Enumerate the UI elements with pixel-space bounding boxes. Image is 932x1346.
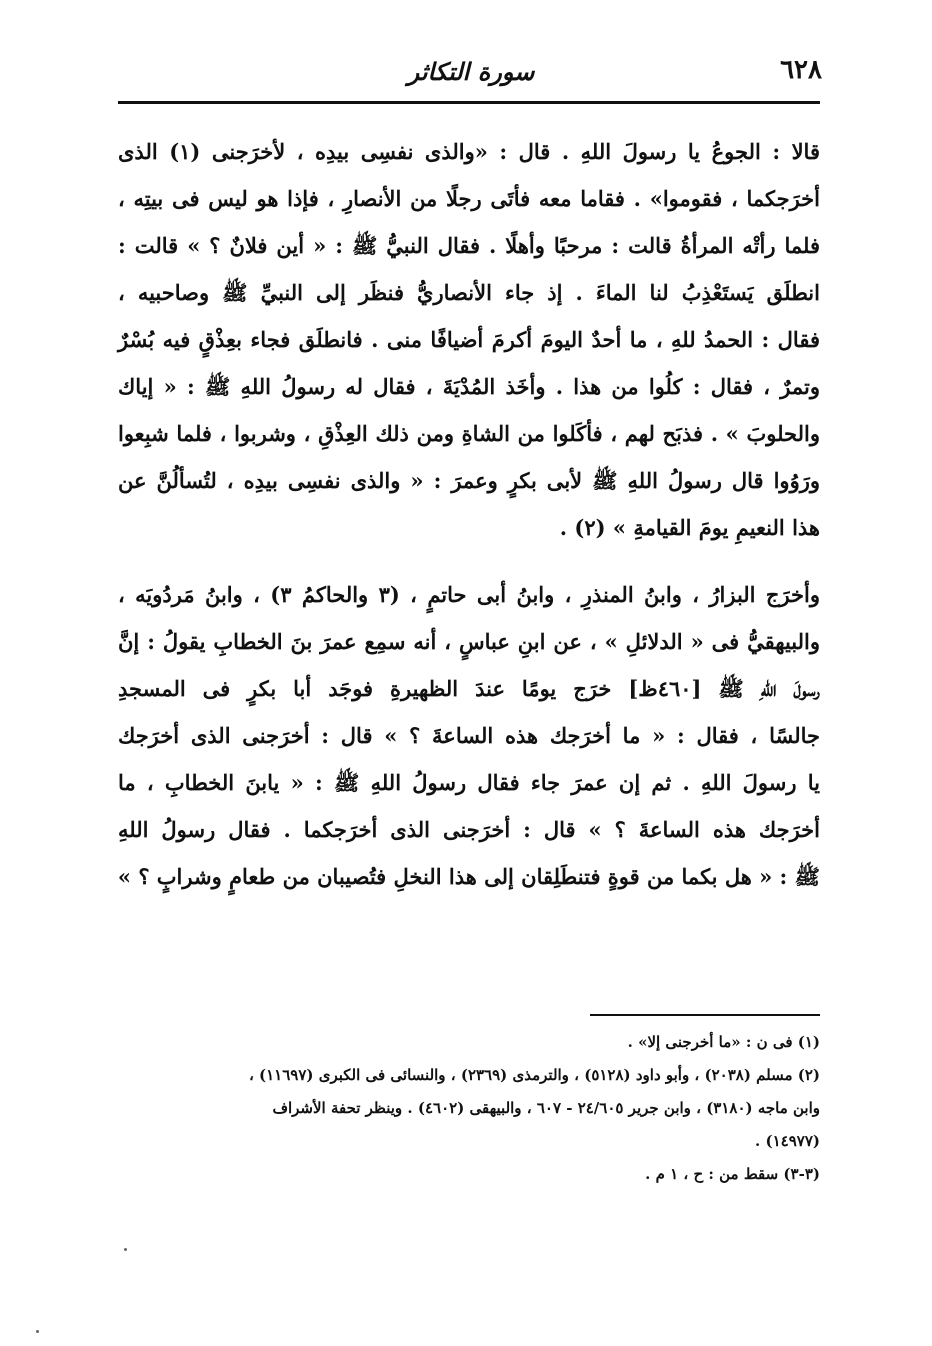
footnote-line: (٣-٣) سقط من : ح ، ١ م .: [645, 1165, 820, 1183]
text-line: ﷺ : « هل بكما من قوةٍ فتنطَلِقان إلى هذا النخلِ فتُصيبان من طعامٍ وشرابٍ ؟ »: [117, 864, 820, 889]
text-line: أخرَجكما ، فقوموا» . فقاما معه فأتَى رجلًا من الأنصارِ ، فإذا هو ليس فى بيتِه ،: [118, 186, 820, 211]
paragraph-gap: [118, 551, 820, 571]
text-line: أخرَجك هذه الساعةَ ؟ » قال : أخرَجنى الذى أخرَجكما . فقال رسولُ اللهِ: [118, 817, 820, 842]
text-line: يا رسولَ اللهِ . ثم إن عمرَ جاء فقال رسولُ اللهِ ﷺ : « يابنَ الخطابِ ، ما: [118, 770, 820, 795]
text-line: ورَوُوا قال رسولُ اللهِ ﷺ لأبى بكرٍ وعمرَ : « والذى نفسِى بيدِه ، لتُسألُنَّ عن: [118, 468, 820, 493]
text-line: فقال : الحمدُ للهِ ، ما أحدٌ اليومَ أكرمَ أضيافًا منى . فانطلَق فجاء بعِذْقٍ فيه بُسْرٌ: [118, 327, 820, 352]
footnote-line: (١) فى ن : «ما أخرجنى إلا» .: [627, 1033, 820, 1051]
text-line: رسولَ اللهِ ﷺ [٤٦٠ظ] خرَج يومًا عندَ الظهيرةِ فوجَد أبا بكرٍ فى المسجدِ: [118, 676, 820, 701]
surah-title: سورة التكاثر: [407, 57, 535, 86]
text-line: وأخرَج البزارُ ، وابنُ المنذرِ ، وابنُ أبى حاتمٍ ، (٣ والحاكمُ ٣) ، وابنُ مَردُويَه ،: [118, 582, 820, 607]
text-line: قالا : الجوعُ يا رسولَ اللهِ . قال : «والذى نفسِى بيدِه ، لأخرَجنى (١) الذى: [118, 139, 820, 164]
footnote-line: (٢) مسلم (٢٠٣٨) ، وأبو داود (٥١٢٨) ، والترمذى (٢٣٦٩) ، والنسائى فى الكبرى (١١٦٩٧) ،: [248, 1066, 820, 1084]
page-header: [120, 55, 822, 95]
main-text: [118, 128, 820, 900]
text-line: انطلَق يَستَعْذِبُ لنا الماءَ . إذ جاء الأنصاريُّ فنظَر إلى النبيِّ ﷺ وصاحبيه ،: [118, 280, 820, 305]
text-line: جالسًا ، فقال : « ما أخرَجك هذه الساعةَ ؟ » قال : أخرَجنى الذى أخرَجك: [118, 723, 820, 748]
text-line: والبيهقيُّ فى « الدلائلِ » ، عن ابنِ عباسٍ ، أنه سمِع عمرَ بنَ الخطابِ يقولُ : إنَّ: [118, 629, 820, 654]
scan-speck: [36, 1330, 39, 1333]
page-number: ٦٢٨: [780, 55, 822, 85]
header-rule: [118, 101, 820, 104]
text-line: هذا النعيمِ يومَ القيامةِ » (٢) .: [559, 515, 820, 540]
footnote-line: (١٤٩٧٧) .: [755, 1132, 820, 1150]
text-line: فلما رأتْه المرأةُ قالت : مرحبًا وأهلًا . فقال النبيُّ ﷺ : « أين فلانٌ ؟ » قالت :: [118, 233, 820, 258]
text-line: والحلوبَ » . فذبَح لهم ، فأكَلوا من الشاةِ ومن ذلك العِذْقِ ، وشربوا ، فلما شبِعوا: [118, 421, 820, 446]
footnote-rule: [590, 1014, 820, 1016]
scan-speck: [124, 1248, 127, 1251]
text-line: وتمرٌ ، فقال : كلُوا من هذا . وأخَذ المُدْيَةَ ، فقال له رسولُ اللهِ ﷺ : « إياك: [118, 374, 820, 399]
footnote-line: وابن ماجه (٣١٨٠) ، وابن جرير ٢٤/٦٠٥ - ٦٠٧ ، والبيهقى (٤٦٠٢) . وينظر تحفة الأشراف: [272, 1099, 820, 1117]
footnotes: [118, 1026, 820, 1191]
